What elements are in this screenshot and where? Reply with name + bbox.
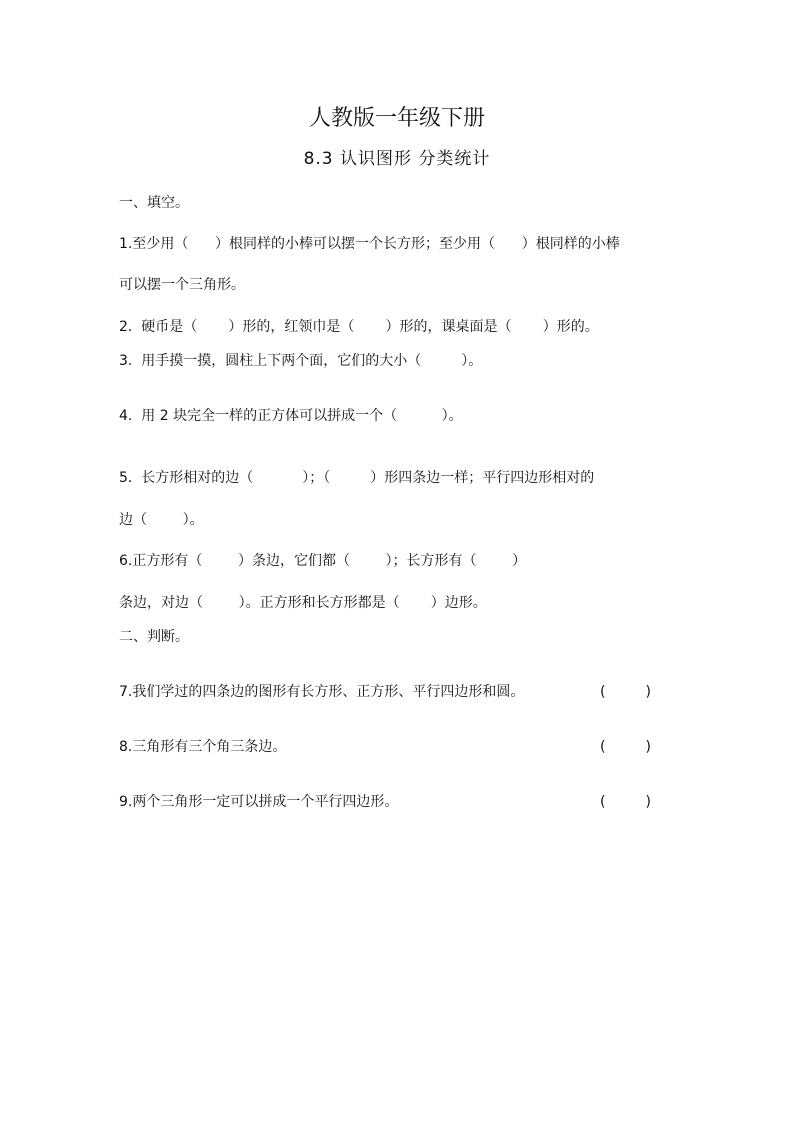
page-title: 人教版一年级下册	[308, 106, 485, 131]
question-5-line-2: 边（ ）。	[119, 512, 204, 528]
answer-parentheses-8: ( )	[600, 739, 651, 755]
question-5-line-1: 5. 长方形相对的边（ ）；（ ）形四条边一样；平行四边形相对的	[119, 470, 595, 486]
page-subtitle: 8.3 认识图形 分类统计	[303, 149, 491, 169]
question-9: 9.两个三角形一定可以拼成一个平行四边形。	[119, 794, 399, 810]
question-1-line-2: 可以摆一个三角形。	[119, 277, 245, 293]
section-heading-fill-blank: 一、填空。	[119, 195, 189, 211]
answer-parentheses-9: ( )	[600, 794, 651, 810]
question-8: 8.三角形有三个角三条边。	[119, 739, 287, 755]
answer-parentheses-7: ( )	[600, 684, 651, 700]
question-1-line-1: 1.至少用（ ）根同样的小棒可以摆一个长方形；至少用（ ）根同样的小棒	[119, 236, 620, 252]
question-6-line-1: 6.正方形有（ ）条边，它们都（ ）；长方形有（ ）	[119, 553, 527, 569]
question-2: 2. 硬币是（ ）形的，红领巾是（ ）形的，课桌面是（ ）形的。	[119, 319, 599, 335]
question-6-line-2: 条边，对边（ ）。正方形和长方形都是（ ）边形。	[119, 595, 487, 611]
question-3: 3. 用手摸一摸，圆柱上下两个面，它们的大小（ ）。	[119, 353, 483, 369]
question-4: 4. 用 2 块完全一样的正方体可以拼成一个（ ）。	[119, 408, 463, 424]
section-heading-judge: 二、判断。	[119, 629, 189, 645]
question-7: 7.我们学过的四条边的图形有长方形、正方形、平行四边形和圆。	[119, 684, 525, 700]
